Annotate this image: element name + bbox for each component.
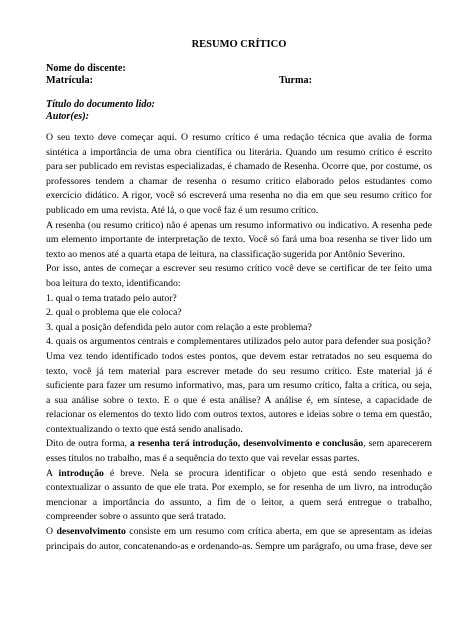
paragraph-5-bold: a resenha terá introdução, desenvolvimento e conclusão <box>129 438 364 450</box>
document-title: RESUMO CRÍTICO <box>191 39 287 50</box>
paragraph-2: A resenha (ou resumo crítico) não é apenas um resumo informativo ou indicativo. A resenha pede um elemento importante de interpretação de texto. Você só fará uma boa resenha se tiver lido um texto ao menos até a quarta etapa de leitura, na classificação sugerida por Antônio Severino. <box>46 219 432 260</box>
header-fields <box>46 63 432 87</box>
paragraph-3: Por isso, antes de começar a escrever seu resumo crítico você deve se certificar de ter feito uma boa leitura do texto, identificando: <box>46 263 432 289</box>
paragraph-7-pre: O <box>46 526 57 538</box>
question-item: 3. qual a posição defendida pelo autor com relação a este problema? <box>46 321 312 333</box>
document-body <box>46 131 432 554</box>
question-item: 2. qual o problema que ele coloca? <box>46 307 182 319</box>
paragraph-5 <box>46 437 432 466</box>
document-info-fields <box>46 99 432 122</box>
question-item: 4. quais os argumentos centrais e complementares utilizados pelo autor para defender sua posição? <box>46 336 431 348</box>
paragraph-4: Uma vez tendo identificado todos estes pontos, que devem estar retratados no seu esquema do texto, você já tem material para escrever metade do seu resumo crítico. Este material já é suficiente para fazer um resumo informativo, mas, para um resumo crítico, falta a crítica, ou seja, a sua análise sobre o texto. E o que é esta análise? A análise é, em síntese, a capacidade de relacionar os elementos do texto lido com outros textos, autores e ideias sobre o tema em questão, contextualizando o texto que está sendo analisado. <box>46 350 432 435</box>
paragraph-5-pre: Dito de outra forma, <box>46 438 130 450</box>
paragraph-6 <box>46 467 432 525</box>
paragraph-1: O seu texto deve começar aqui. O resumo crítico é uma redação técnica que avalia de forma sintética a importância de uma obra científica ou literária. Quando um resumo crítico é escrito para ser publicado em revistas especializadas, é chamado de Resenha. Ocorre que, por costume, os professores tendem a chamar de resenha o resumo crítico elaborado pelos estudantes como exercício didático. A rigor, você só escreverá uma resenha no dia em que seu resumo crítico for publicado em uma revista. Até lá, o que você faz é um resumo crítico. <box>46 132 432 216</box>
matricula-label: Matrícula: <box>46 75 93 86</box>
paragraph-5-post: , sem aparecerem esses títulos no trabalho, mas é a sequência do texto que vai revelar essas partes. <box>46 438 432 465</box>
autores-label: Autor(es): <box>46 110 90 122</box>
question-item: 1. qual o tema tratado pelo autor? <box>46 292 177 304</box>
paragraph-7-post: consiste em um resumo com crítica aberta, em que se apresentam as ideias principais do autor, concatenando-as e ordenando-as. Sempre um parágrafo, ou uma frase, deve ser <box>46 526 432 552</box>
paragraph-6-pre: A <box>46 467 59 479</box>
paragraph-6-bold: introdução <box>58 467 104 479</box>
titulo-label: Título do documento lido: <box>46 99 155 110</box>
paragraph-7 <box>46 525 432 554</box>
paragraph-7-bold: desenvolvimento <box>56 526 126 538</box>
paragraph-6-post: é breve. Nela se procura identificar o objeto que está sendo resenhado e contextualizar o assunto de que ele trata. Por exemplo, se for resenha de um livro, na introdução mencionar a importância do assunto, a fim de o leitor, a quem será entregue o trabalho, compreender sobre o assunto que será tratado. <box>46 467 432 523</box>
matricula-turma-row <box>46 75 432 87</box>
turma-label: Turma: <box>279 75 313 86</box>
question-list <box>46 292 432 350</box>
nome-label: Nome do discente: <box>46 63 126 74</box>
